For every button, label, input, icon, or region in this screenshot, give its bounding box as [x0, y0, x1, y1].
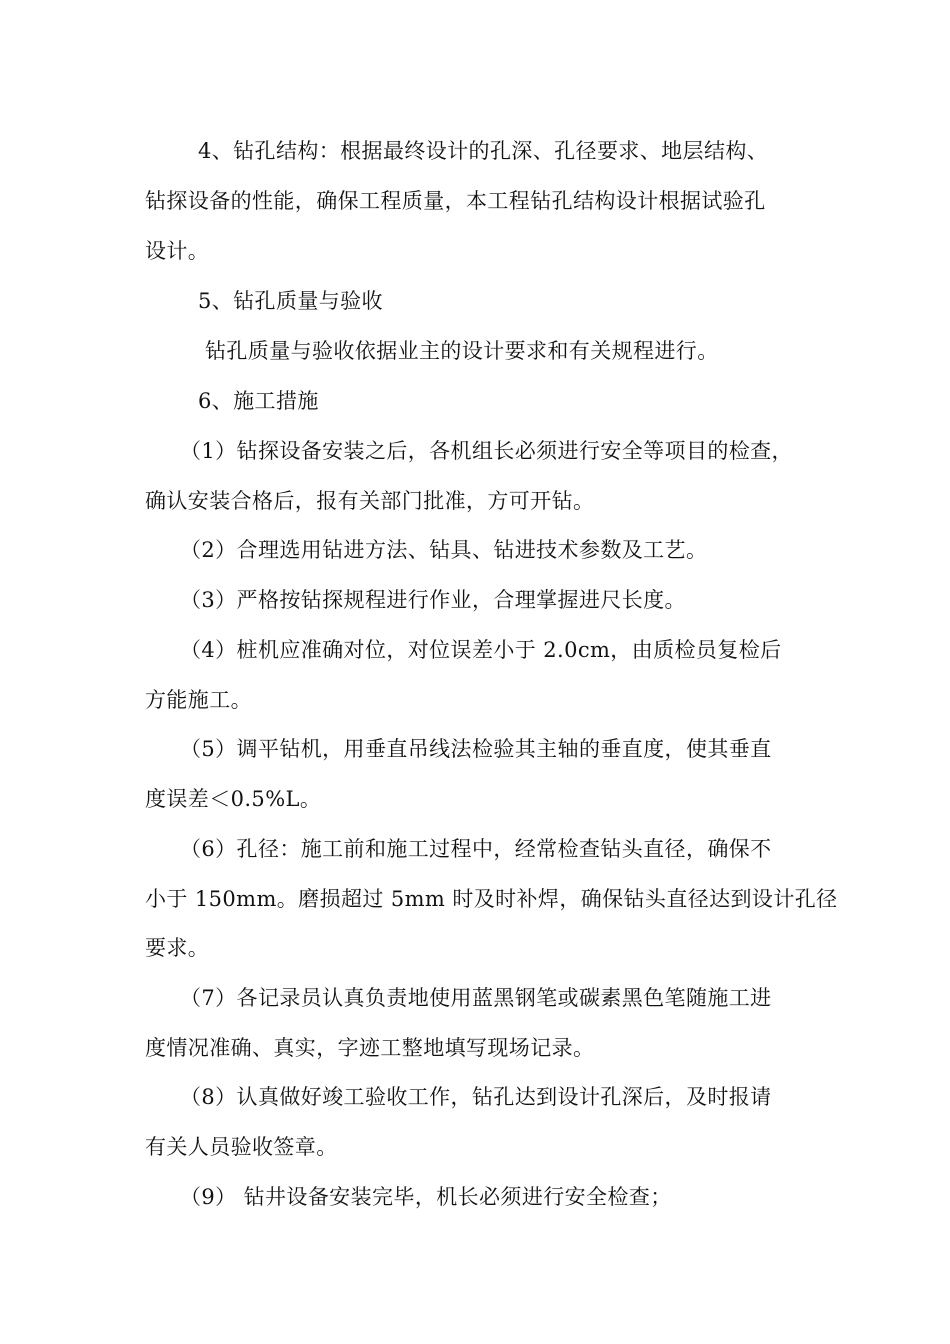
text-line-1: 4、钻孔结构：根据最终设计的孔深、孔径要求、地层结构、: [198, 139, 769, 163]
item-7-line-1: （7）各记录员认真负责地使用蓝黑钢笔或碳素黑色笔随施工进: [180, 986, 772, 1010]
section-heading-6: 6、施工措施: [198, 389, 319, 413]
item-1-line-2: 确认安装合格后，报有关部门批准，方可开钻。: [145, 489, 595, 513]
text-line-2: 钻探设备的性能，确保工程质量，本工程钻孔结构设计根据试验孔: [145, 189, 766, 213]
item-6-line-1: （6）孔径：施工前和施工过程中，经常检查钻头直径，确保不: [180, 837, 772, 861]
item-6-line-3: 要求。: [145, 936, 210, 960]
item-4-line-1: （4）桩机应准确对位，对位误差小于 2.0cm，由质检员复检后: [180, 638, 782, 662]
section-heading-5: 5、钻孔质量与验收: [198, 289, 383, 313]
item-1-line-1: （1）钻探设备安装之后，各机组长必须进行安全等项目的检查，: [180, 439, 793, 463]
item-7-line-2: 度情况准确、真实，字迹工整地填写现场记录。: [145, 1036, 595, 1060]
text-line-5: 钻孔质量与验收依据业主的设计要求和有关规程进行。: [205, 339, 719, 363]
item-4-line-2: 方能施工。: [145, 688, 252, 712]
item-8-line-1: （8）认真做好竣工验收工作，钻孔达到设计孔深后，及时报请: [180, 1085, 772, 1109]
item-9: （9） 钻井设备安装完毕，机长必须进行安全检查；: [180, 1185, 672, 1209]
item-5-line-1: （5）调平钻机，用垂直吊线法检验其主轴的垂直度，使其垂直: [180, 737, 772, 761]
text-line-3: 设计。: [145, 239, 210, 263]
item-6-line-2: 小于 150mm。磨损超过 5mm 时及时补焊，确保钻头直径达到设计孔径: [145, 887, 838, 911]
item-8-line-2: 有关人员验收签章。: [145, 1135, 338, 1159]
item-5-line-2: 度误差＜0.5%L。: [145, 787, 322, 811]
item-2: （2）合理选用钻进方法、钻具、钻进技术参数及工艺。: [180, 538, 708, 562]
item-3: （3）严格按钻探规程进行作业，合理掌握进尺长度。: [180, 588, 686, 612]
